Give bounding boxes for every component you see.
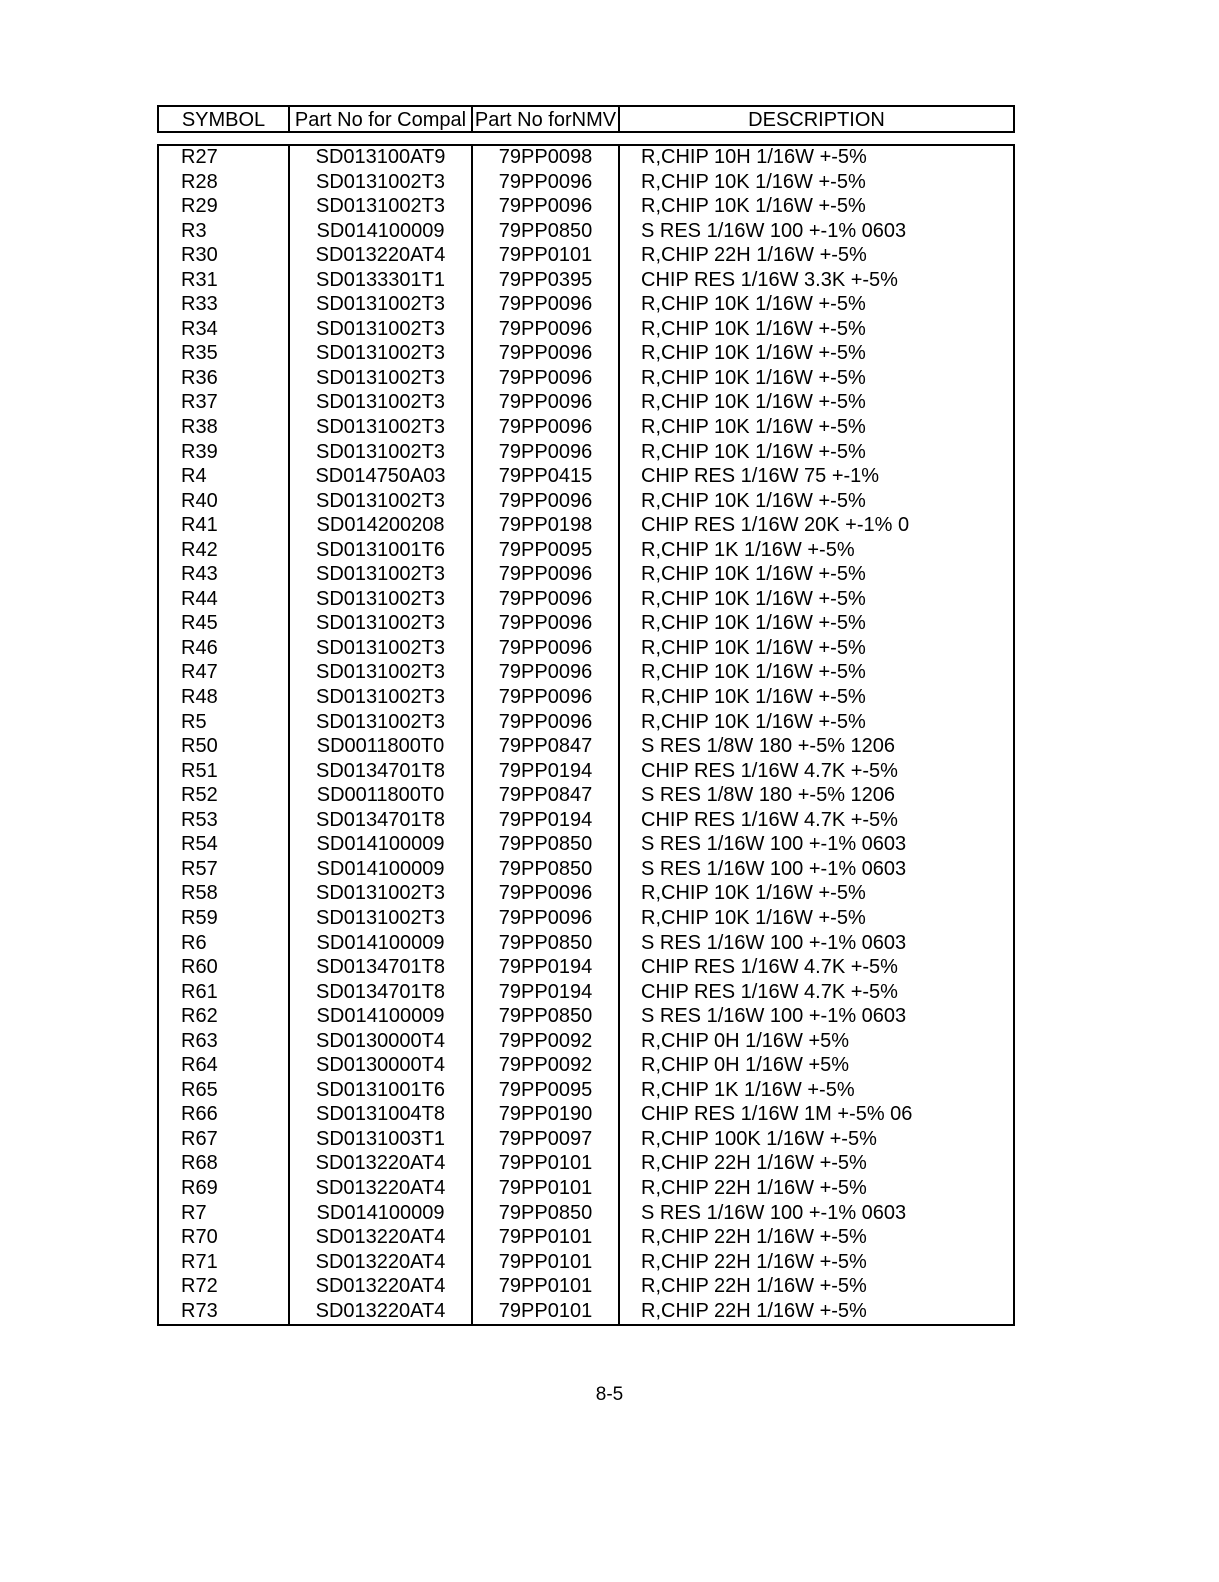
cell-description: S RES 1/16W 100 +-1% 0603 [641, 833, 907, 856]
cell-part-nmv: 79PP0097 [498, 1127, 593, 1150]
cell-part-compal: SD0131002T3 [316, 686, 445, 709]
cell-symbol: R63 [181, 1029, 218, 1052]
cell-part-nmv: 79PP0198 [498, 514, 593, 537]
table-row [159, 171, 1013, 196]
cell-symbol: R28 [181, 170, 218, 193]
table-row [159, 146, 1013, 171]
cell-symbol: R69 [181, 1176, 218, 1199]
cell-part-nmv: 79PP0101 [498, 1176, 593, 1199]
cell-description: S RES 1/16W 100 +-1% 0603 [641, 219, 907, 242]
table-row [159, 1005, 1013, 1030]
cell-description: R,CHIP 10K 1/16W +-5% [641, 170, 866, 193]
table-row [159, 882, 1013, 907]
cell-description: R,CHIP 10K 1/16W +-5% [641, 366, 866, 389]
table-row [159, 563, 1013, 588]
cell-part-compal: SD0131002T3 [316, 195, 445, 218]
cell-part-compal: SD013220AT4 [315, 1176, 446, 1199]
cell-description: R,CHIP 10K 1/16W +-5% [641, 440, 866, 463]
cell-symbol: R33 [181, 293, 218, 316]
cell-symbol: R68 [181, 1152, 218, 1175]
table-row [159, 441, 1013, 466]
cell-symbol: R34 [181, 317, 218, 340]
cell-part-compal: SD0131002T3 [316, 366, 445, 389]
cell-part-nmv: 79PP0096 [498, 661, 593, 684]
cell-part-compal: SD0134701T8 [316, 956, 445, 979]
cell-part-nmv: 79PP0194 [498, 956, 593, 979]
cell-symbol: R67 [181, 1127, 218, 1150]
cell-part-nmv: 79PP0395 [498, 268, 593, 291]
cell-symbol: R46 [181, 636, 218, 659]
cell-part-compal: SD0131002T3 [316, 293, 445, 316]
cell-description: R,CHIP 1K 1/16W +-5% [641, 1078, 855, 1101]
table-row [159, 465, 1013, 490]
cell-description: R,CHIP 10K 1/16W +-5% [641, 416, 866, 439]
cell-symbol: R36 [181, 366, 218, 389]
cell-description: R,CHIP 10K 1/16W +-5% [641, 342, 866, 365]
cell-part-compal: SD0011800T0 [316, 784, 445, 807]
cell-part-compal: SD014100009 [316, 219, 445, 242]
cell-part-compal: SD0131002T3 [316, 416, 445, 439]
cell-description: R,CHIP 1K 1/16W +-5% [641, 538, 855, 561]
cell-description: CHIP RES 1/16W 3.3K +-5% [641, 268, 898, 291]
cell-description: R,CHIP 10K 1/16W +-5% [641, 489, 866, 512]
table-row [159, 1103, 1013, 1128]
cell-part-nmv: 79PP0096 [498, 587, 593, 610]
header-symbol: SYMBOL [181, 109, 266, 131]
cell-part-nmv: 79PP0101 [498, 244, 593, 267]
cell-part-compal: SD014100009 [316, 1005, 445, 1028]
cell-symbol: R64 [181, 1054, 218, 1077]
cell-description: S RES 1/16W 100 +-1% 0603 [641, 857, 907, 880]
cell-part-compal: SD013220AT4 [315, 1299, 446, 1322]
cell-description: CHIP RES 1/16W 1M +-5% 06 [641, 1103, 913, 1126]
cell-symbol: R27 [181, 146, 218, 168]
cell-symbol: R7 [181, 1201, 207, 1224]
cell-part-compal: SD0131002T3 [316, 906, 445, 929]
cell-symbol: R58 [181, 882, 218, 905]
cell-description: R,CHIP 10K 1/16W +-5% [641, 710, 866, 733]
cell-part-compal: SD0131002T3 [316, 587, 445, 610]
cell-part-compal: SD0130000T4 [316, 1054, 445, 1077]
cell-symbol: R43 [181, 563, 218, 586]
table-row [159, 220, 1013, 245]
cell-part-compal: SD0131002T3 [316, 391, 445, 414]
cell-symbol: R60 [181, 956, 218, 979]
cell-part-nmv: 79PP0092 [498, 1029, 593, 1052]
table-row [159, 711, 1013, 736]
table-row [159, 1300, 1013, 1325]
cell-symbol: R31 [181, 268, 218, 291]
cell-part-nmv: 79PP0096 [498, 366, 593, 389]
cell-symbol: R59 [181, 906, 218, 929]
cell-part-nmv: 79PP0190 [498, 1103, 593, 1126]
table-row [159, 1202, 1013, 1227]
cell-symbol: R35 [181, 342, 218, 365]
cell-part-compal: SD014750A03 [315, 465, 446, 488]
cell-part-compal: SD013220AT4 [315, 1226, 446, 1249]
cell-part-nmv: 79PP0095 [498, 1078, 593, 1101]
cell-description: R,CHIP 10K 1/16W +-5% [641, 317, 866, 340]
cell-symbol: R57 [181, 857, 218, 880]
cell-description: R,CHIP 10K 1/16W +-5% [641, 882, 866, 905]
cell-part-compal: SD0131002T3 [316, 342, 445, 365]
cell-symbol: R51 [181, 759, 218, 782]
cell-symbol: R39 [181, 440, 218, 463]
cell-part-nmv: 79PP0101 [498, 1152, 593, 1175]
cell-part-nmv: 79PP0096 [498, 195, 593, 218]
table-row [159, 1152, 1013, 1177]
cell-description: S RES 1/8W 180 +-5% 1206 [641, 784, 896, 807]
table-header [157, 105, 1015, 133]
cell-description: S RES 1/16W 100 +-1% 0603 [641, 1201, 907, 1224]
cell-part-compal: SD0011800T0 [316, 735, 445, 758]
cell-part-nmv: 79PP0415 [498, 465, 593, 488]
cell-part-nmv: 79PP0101 [498, 1250, 593, 1273]
cell-symbol: R40 [181, 489, 218, 512]
cell-part-nmv: 79PP0101 [498, 1275, 593, 1298]
cell-symbol: R52 [181, 784, 218, 807]
cell-part-compal: SD0130000T4 [316, 1029, 445, 1052]
table-row [159, 1251, 1013, 1276]
cell-symbol: R70 [181, 1226, 218, 1249]
cell-part-compal: SD0131002T3 [316, 661, 445, 684]
cell-part-nmv: 79PP0096 [498, 882, 593, 905]
cell-part-nmv: 79PP0194 [498, 759, 593, 782]
cell-description: CHIP RES 1/16W 4.7K +-5% [641, 808, 898, 831]
cell-part-nmv: 79PP0096 [498, 293, 593, 316]
cell-description: R,CHIP 10K 1/16W +-5% [641, 686, 866, 709]
table-row [159, 391, 1013, 416]
cell-part-compal: SD0134701T8 [316, 980, 445, 1003]
cell-part-compal: SD0131002T3 [316, 489, 445, 512]
table-row [159, 907, 1013, 932]
cell-part-nmv: 79PP0194 [498, 980, 593, 1003]
cell-part-nmv: 79PP0098 [498, 146, 593, 168]
table-row [159, 981, 1013, 1006]
cell-part-compal: SD013220AT4 [315, 1152, 446, 1175]
cell-description: R,CHIP 22H 1/16W +-5% [641, 1152, 867, 1175]
cell-part-compal: SD014100009 [316, 931, 445, 954]
cell-part-compal: SD0131002T3 [316, 710, 445, 733]
cell-symbol: R50 [181, 735, 218, 758]
table-row [159, 1275, 1013, 1300]
cell-symbol: R73 [181, 1299, 218, 1322]
cell-description: R,CHIP 100K 1/16W +-5% [641, 1127, 877, 1150]
table-row [159, 809, 1013, 834]
cell-symbol: R38 [181, 416, 218, 439]
cell-part-compal: SD014200208 [316, 514, 445, 537]
cell-symbol: R54 [181, 833, 218, 856]
page-number: 8-5 [595, 1384, 624, 1405]
cell-part-compal: SD013220AT4 [315, 1275, 446, 1298]
cell-description: R,CHIP 22H 1/16W +-5% [641, 1250, 867, 1273]
cell-description: R,CHIP 10K 1/16W +-5% [641, 195, 866, 218]
cell-part-nmv: 79PP0850 [498, 1201, 593, 1224]
cell-part-compal: SD0131001T6 [316, 538, 445, 561]
cell-part-nmv: 79PP0096 [498, 710, 593, 733]
cell-description: S RES 1/8W 180 +-5% 1206 [641, 735, 896, 758]
cell-description: R,CHIP 10K 1/16W +-5% [641, 563, 866, 586]
cell-part-compal: SD014100009 [316, 857, 445, 880]
cell-symbol: R45 [181, 612, 218, 635]
cell-part-nmv: 79PP0096 [498, 686, 593, 709]
cell-description: CHIP RES 1/16W 20K +-1% 0 [641, 514, 910, 537]
cell-part-nmv: 79PP0096 [498, 416, 593, 439]
cell-part-nmv: 79PP0850 [498, 857, 593, 880]
cell-part-nmv: 79PP0850 [498, 833, 593, 856]
parts-table [157, 144, 1015, 1326]
cell-description: R,CHIP 22H 1/16W +-5% [641, 1176, 867, 1199]
cell-symbol: R30 [181, 244, 218, 267]
cell-part-nmv: 79PP0096 [498, 440, 593, 463]
table-row [159, 858, 1013, 883]
cell-part-compal: SD014100009 [316, 1201, 445, 1224]
cell-description: CHIP RES 1/16W 4.7K +-5% [641, 759, 898, 782]
cell-symbol: R53 [181, 808, 218, 831]
cell-description: R,CHIP 10H 1/16W +-5% [641, 146, 867, 168]
cell-part-nmv: 79PP0092 [498, 1054, 593, 1077]
table-row [159, 1177, 1013, 1202]
cell-part-nmv: 79PP0847 [498, 735, 593, 758]
cell-part-compal: SD0131002T3 [316, 636, 445, 659]
table-row [159, 1054, 1013, 1079]
cell-symbol: R4 [181, 465, 207, 488]
cell-part-nmv: 79PP0096 [498, 317, 593, 340]
cell-description: CHIP RES 1/16W 75 +-1% [641, 465, 880, 488]
cell-part-compal: SD0131002T3 [316, 563, 445, 586]
cell-symbol: R44 [181, 587, 218, 610]
table-row [159, 1079, 1013, 1104]
cell-part-nmv: 79PP0850 [498, 1005, 593, 1028]
cell-part-compal: SD013220AT4 [315, 244, 446, 267]
header-part-nmv: Part No forNMV [474, 109, 617, 131]
cell-description: R,CHIP 10K 1/16W +-5% [641, 391, 866, 414]
cell-description: R,CHIP 0H 1/16W +5% [641, 1054, 850, 1077]
cell-symbol: R62 [181, 1005, 218, 1028]
cell-symbol: R3 [181, 219, 207, 242]
cell-symbol: R65 [181, 1078, 218, 1101]
cell-description: CHIP RES 1/16W 4.7K +-5% [641, 980, 898, 1003]
table-row [159, 637, 1013, 662]
cell-description: R,CHIP 10K 1/16W +-5% [641, 661, 866, 684]
cell-symbol: R71 [181, 1250, 218, 1273]
cell-part-compal: SD0133301T1 [316, 268, 445, 291]
table-row [159, 1226, 1013, 1251]
cell-part-nmv: 79PP0194 [498, 808, 593, 831]
cell-part-nmv: 79PP0096 [498, 391, 593, 414]
cell-description: R,CHIP 10K 1/16W +-5% [641, 293, 866, 316]
cell-symbol: R48 [181, 686, 218, 709]
table-row [159, 342, 1013, 367]
cell-part-nmv: 79PP0101 [498, 1226, 593, 1249]
cell-part-compal: SD0134701T8 [316, 808, 445, 831]
table-row [159, 661, 1013, 686]
table-row [159, 318, 1013, 343]
cell-symbol: R6 [181, 931, 207, 954]
table-row [159, 244, 1013, 269]
cell-symbol: R47 [181, 661, 218, 684]
table-row [159, 293, 1013, 318]
cell-description: R,CHIP 22H 1/16W +-5% [641, 244, 867, 267]
table-row [159, 514, 1013, 539]
cell-description: S RES 1/16W 100 +-1% 0603 [641, 931, 907, 954]
cell-symbol: R37 [181, 391, 218, 414]
cell-symbol: R29 [181, 195, 218, 218]
cell-description: R,CHIP 10K 1/16W +-5% [641, 906, 866, 929]
cell-part-nmv: 79PP0096 [498, 563, 593, 586]
table-row [159, 760, 1013, 785]
cell-symbol: R66 [181, 1103, 218, 1126]
cell-description: R,CHIP 22H 1/16W +-5% [641, 1226, 867, 1249]
cell-description: R,CHIP 22H 1/16W +-5% [641, 1275, 867, 1298]
table-row [159, 367, 1013, 392]
cell-symbol: R5 [181, 710, 207, 733]
table-row [159, 195, 1013, 220]
cell-part-compal: SD0131004T8 [316, 1103, 445, 1126]
cell-symbol: R72 [181, 1275, 218, 1298]
table-row [159, 932, 1013, 957]
table-row [159, 539, 1013, 564]
table-rows [159, 146, 1013, 1324]
cell-part-compal: SD014100009 [316, 833, 445, 856]
cell-part-compal: SD0131001T6 [316, 1078, 445, 1101]
cell-part-compal: SD0131003T1 [316, 1127, 445, 1150]
cell-part-compal: SD013100AT9 [315, 146, 446, 168]
cell-part-compal: SD0131002T3 [316, 440, 445, 463]
cell-description: R,CHIP 0H 1/16W +5% [641, 1029, 850, 1052]
cell-part-nmv: 79PP0850 [498, 219, 593, 242]
cell-part-compal: SD0131002T3 [316, 317, 445, 340]
cell-part-compal: SD0131002T3 [316, 882, 445, 905]
table-row [159, 1030, 1013, 1055]
cell-description: R,CHIP 10K 1/16W +-5% [641, 612, 866, 635]
cell-part-compal: SD0134701T8 [316, 759, 445, 782]
cell-part-nmv: 79PP0847 [498, 784, 593, 807]
table-row [159, 588, 1013, 613]
cell-description: CHIP RES 1/16W 4.7K +-5% [641, 956, 898, 979]
header-part-compal: Part No for Compal [294, 109, 467, 131]
cell-part-compal: SD0131002T3 [316, 170, 445, 193]
cell-part-nmv: 79PP0095 [498, 538, 593, 561]
cell-description: R,CHIP 22H 1/16W +-5% [641, 1299, 867, 1322]
table-row [159, 490, 1013, 515]
table-row [159, 269, 1013, 294]
table-row [159, 686, 1013, 711]
table-row [159, 1128, 1013, 1153]
cell-part-nmv: 79PP0096 [498, 489, 593, 512]
cell-part-compal: SD0131002T3 [316, 612, 445, 635]
cell-part-nmv: 79PP0096 [498, 612, 593, 635]
cell-part-nmv: 79PP0096 [498, 170, 593, 193]
cell-part-nmv: 79PP0101 [498, 1299, 593, 1322]
table-row [159, 612, 1013, 637]
cell-description: S RES 1/16W 100 +-1% 0603 [641, 1005, 907, 1028]
cell-part-nmv: 79PP0096 [498, 906, 593, 929]
header-description: DESCRIPTION [748, 109, 885, 131]
table-row [159, 784, 1013, 809]
table-row [159, 956, 1013, 981]
cell-part-nmv: 79PP0850 [498, 931, 593, 954]
cell-symbol: R41 [181, 514, 218, 537]
cell-part-nmv: 79PP0096 [498, 342, 593, 365]
table-row [159, 833, 1013, 858]
cell-part-nmv: 79PP0096 [498, 636, 593, 659]
cell-description: R,CHIP 10K 1/16W +-5% [641, 587, 866, 610]
cell-symbol: R61 [181, 980, 218, 1003]
table-row [159, 735, 1013, 760]
cell-symbol: R42 [181, 538, 218, 561]
cell-description: R,CHIP 10K 1/16W +-5% [641, 636, 866, 659]
cell-part-compal: SD013220AT4 [315, 1250, 446, 1273]
table-row [159, 416, 1013, 441]
